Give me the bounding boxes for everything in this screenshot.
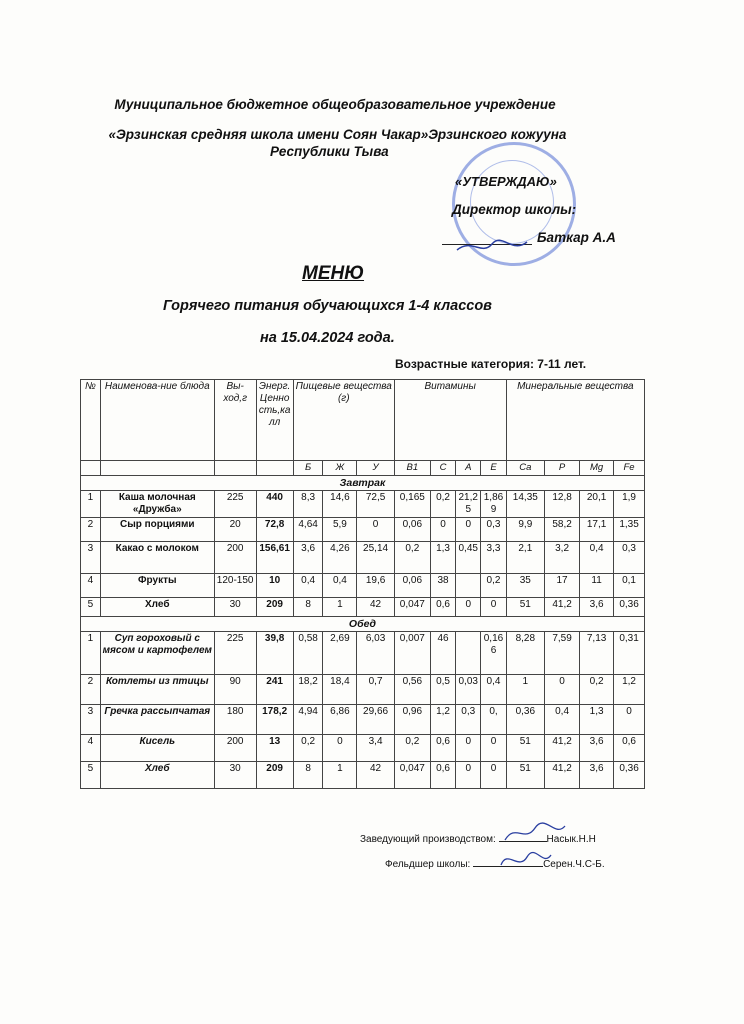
production-signature	[500, 818, 570, 848]
table-row	[81, 762, 645, 789]
table-cell: 2	[81, 675, 101, 705]
table-cell: 21,25	[456, 491, 481, 518]
table-cell: 39,8	[256, 632, 293, 675]
subheader-cell: Б	[293, 461, 323, 476]
table-cell: 13	[256, 735, 293, 762]
table-cell: 180	[214, 705, 256, 735]
table-cell: 18,4	[323, 675, 357, 705]
table-cell: 20	[214, 518, 256, 542]
table-cell: 0,36	[614, 762, 645, 789]
table-cell: 1,869	[481, 491, 506, 518]
table-cell: 0,	[481, 705, 506, 735]
approval-label: «УТВЕРЖДАЮ»	[455, 174, 557, 189]
table-cell: 1,9	[614, 491, 645, 518]
table-cell: 8	[293, 598, 323, 617]
table-cell: 25,14	[357, 542, 394, 574]
table-cell: 72,5	[357, 491, 394, 518]
table-cell: 4,26	[323, 542, 357, 574]
section-title: Завтрак	[81, 476, 645, 491]
table-row	[81, 518, 645, 542]
table-cell: 0	[456, 598, 481, 617]
header-yield: Вы-ход,г	[214, 380, 256, 461]
table-cell: 3,6	[580, 598, 614, 617]
table-cell: 0,165	[394, 491, 430, 518]
table-cell: 9,9	[506, 518, 544, 542]
table-row	[81, 675, 645, 705]
table-cell: 1	[506, 675, 544, 705]
header-energy: Энерг. Ценность,калл	[256, 380, 293, 461]
table-cell: 0	[456, 735, 481, 762]
table-cell: 200	[214, 735, 256, 762]
table-cell: 90	[214, 675, 256, 705]
subheader-cell: А	[456, 461, 481, 476]
table-cell: 0,1	[614, 574, 645, 598]
table-cell: 0	[357, 518, 394, 542]
table-cell: 6,03	[357, 632, 394, 675]
production-label: Заведующий производством:	[360, 834, 496, 845]
table-cell: 0,3	[614, 542, 645, 574]
menu-table	[80, 379, 645, 789]
institution-line-2: «Эрзинская средняя школа имени Соян Чакар»Эрзинского кожууна	[108, 127, 567, 142]
table-cell: 0,2	[430, 491, 455, 518]
table-cell: 0,4	[293, 574, 323, 598]
table-cell: 0,047	[394, 598, 430, 617]
menu-date: на 15.04.2024 года.	[260, 330, 395, 346]
table-cell: 0,166	[481, 632, 506, 675]
director-label: Директор школы:	[452, 202, 577, 217]
table-cell: 0,2	[293, 735, 323, 762]
table-cell: 0,2	[394, 735, 430, 762]
table-cell: 8,28	[506, 632, 544, 675]
dish-name: Котлеты из птицы	[100, 675, 214, 705]
table-cell: 1	[323, 762, 357, 789]
table-row	[81, 542, 645, 574]
institution-line-1: Муниципальное бюджетное общеобразовательное учреждение	[114, 97, 556, 112]
table-cell	[456, 574, 481, 598]
table-cell: 0	[481, 735, 506, 762]
table-cell: 225	[214, 632, 256, 675]
subheader-cell: Р	[545, 461, 580, 476]
table-cell: 46	[430, 632, 455, 675]
dish-name: Какао с молоком	[100, 542, 214, 574]
table-cell: 0	[456, 518, 481, 542]
dish-name: Гречка рассыпчатая	[100, 705, 214, 735]
table-row	[81, 632, 645, 675]
table-cell: 0,2	[580, 675, 614, 705]
header-nutrients: Пищевые вещества (г)	[293, 380, 394, 461]
dish-name: Суп гороховый с мясом и картофелем	[100, 632, 214, 675]
table-cell: 42	[357, 598, 394, 617]
table-cell: 0,56	[394, 675, 430, 705]
header-vitamins: Витамины	[394, 380, 506, 461]
table-cell: 0,36	[614, 598, 645, 617]
table-cell: 178,2	[256, 705, 293, 735]
table-cell: 0,007	[394, 632, 430, 675]
table-row	[81, 491, 645, 518]
table-cell: 5	[81, 762, 101, 789]
table-cell: 4,64	[293, 518, 323, 542]
table-cell: 0,7	[357, 675, 394, 705]
table-cell: 14,6	[323, 491, 357, 518]
header-num: №	[81, 380, 101, 461]
dish-name: Хлеб	[100, 762, 214, 789]
table-cell: 1,3	[430, 542, 455, 574]
section-row	[81, 617, 645, 632]
table-cell: 0,6	[430, 735, 455, 762]
table-cell: 0,36	[506, 705, 544, 735]
table-cell: 225	[214, 491, 256, 518]
table-cell: 1	[81, 632, 101, 675]
table-cell: 19,6	[357, 574, 394, 598]
table-cell: 41,2	[545, 762, 580, 789]
table-cell: 440	[256, 491, 293, 518]
table-subheader-row	[81, 461, 645, 476]
section-row	[81, 476, 645, 491]
institution-line-3: Республики Тыва	[270, 144, 389, 159]
table-row	[81, 598, 645, 617]
header-minerals: Минеральные вещества	[506, 380, 644, 461]
table-cell: 18,2	[293, 675, 323, 705]
paramedic-name: Серен.Ч.С-Б.	[543, 859, 605, 870]
table-cell: 51	[506, 762, 544, 789]
table-cell: 209	[256, 598, 293, 617]
table-cell: 2	[81, 518, 101, 542]
table-cell: 8,3	[293, 491, 323, 518]
table-cell: 1,3	[580, 705, 614, 735]
table-cell: 0,45	[456, 542, 481, 574]
table-cell: 5,9	[323, 518, 357, 542]
table-cell: 0,6	[430, 762, 455, 789]
table-cell: 0,4	[580, 542, 614, 574]
subheader-cell: В1	[394, 461, 430, 476]
table-cell: 0	[481, 598, 506, 617]
table-cell: 200	[214, 542, 256, 574]
table-cell: 29,66	[357, 705, 394, 735]
table-cell: 3,6	[580, 735, 614, 762]
age-category: Возрастные категория: 7-11 лет.	[395, 357, 587, 371]
table-cell: 3,2	[545, 542, 580, 574]
director-signature-line	[442, 244, 532, 245]
table-cell: 0,4	[481, 675, 506, 705]
table-cell: 0,06	[394, 518, 430, 542]
table-cell	[456, 632, 481, 675]
table-cell: 42	[357, 762, 394, 789]
subheader-cell: С	[430, 461, 455, 476]
dish-name: Фрукты	[100, 574, 214, 598]
table-cell: 0	[456, 762, 481, 789]
table-cell: 38	[430, 574, 455, 598]
table-cell: 10	[256, 574, 293, 598]
table-cell: 0	[545, 675, 580, 705]
section-title: Обед	[81, 617, 645, 632]
table-cell: 0,6	[614, 735, 645, 762]
table-cell: 0	[323, 735, 357, 762]
table-cell: 1,2	[430, 705, 455, 735]
subheader-cell: Fe	[614, 461, 645, 476]
table-cell: 58,2	[545, 518, 580, 542]
table-cell: 11	[580, 574, 614, 598]
table-cell: 1,35	[614, 518, 645, 542]
table-cell: 3,6	[580, 762, 614, 789]
table-cell: 51	[506, 598, 544, 617]
table-cell: 17,1	[580, 518, 614, 542]
dish-name: Хлеб	[100, 598, 214, 617]
paramedic-label: Фельдшер школы:	[385, 859, 471, 870]
table-cell: 2,1	[506, 542, 544, 574]
table-cell: 2,69	[323, 632, 357, 675]
table-cell: 4	[81, 574, 101, 598]
table-cell: 4,94	[293, 705, 323, 735]
table-cell: 35	[506, 574, 544, 598]
table-cell: 8	[293, 762, 323, 789]
subheader-cell: Ж	[323, 461, 357, 476]
table-cell: 4	[81, 735, 101, 762]
table-cell: 0,96	[394, 705, 430, 735]
paramedic-signature	[495, 845, 555, 875]
table-cell: 0,58	[293, 632, 323, 675]
director-name: Баткар А.А	[537, 230, 616, 245]
subheader-cell: Са	[506, 461, 544, 476]
table-cell: 120-150	[214, 574, 256, 598]
table-cell: 7,59	[545, 632, 580, 675]
table-cell: 51	[506, 735, 544, 762]
subheader-cell: У	[357, 461, 394, 476]
table-cell: 20,1	[580, 491, 614, 518]
table-cell: 3,6	[293, 542, 323, 574]
table-cell: 3,4	[357, 735, 394, 762]
table-cell: 0	[430, 518, 455, 542]
table-cell: 0,6	[430, 598, 455, 617]
table-cell: 0	[481, 762, 506, 789]
table-row	[81, 574, 645, 598]
director-signature	[452, 236, 542, 258]
table-cell: 0,4	[545, 705, 580, 735]
table-cell: 12,8	[545, 491, 580, 518]
table-cell: 0,03	[456, 675, 481, 705]
dish-name: Каша молочная «Дружба»	[100, 491, 214, 518]
table-cell: 241	[256, 675, 293, 705]
table-cell: 1,2	[614, 675, 645, 705]
dish-name: Кисель	[100, 735, 214, 762]
table-cell: 0	[614, 705, 645, 735]
table-cell: 0,4	[323, 574, 357, 598]
table-cell: 30	[214, 762, 256, 789]
page-subtitle: Горячего питания обучающихся 1-4 классов	[163, 298, 492, 314]
table-cell: 1	[81, 491, 101, 518]
production-name: Насык.Н.Н	[546, 834, 596, 845]
table-cell: 14,35	[506, 491, 544, 518]
table-row	[81, 705, 645, 735]
table-cell: 6,86	[323, 705, 357, 735]
table-cell: 0,3	[481, 518, 506, 542]
table-cell: 5	[81, 598, 101, 617]
table-cell: 0,047	[394, 762, 430, 789]
table-cell: 3	[81, 542, 101, 574]
table-cell: 7,13	[580, 632, 614, 675]
table-cell: 3	[81, 705, 101, 735]
table-cell: 1	[323, 598, 357, 617]
table-cell: 41,2	[545, 598, 580, 617]
table-row	[81, 735, 645, 762]
subheader-cell: Mg	[580, 461, 614, 476]
subheader-cell: Е	[481, 461, 506, 476]
table-cell: 156,61	[256, 542, 293, 574]
table-cell: 72,8	[256, 518, 293, 542]
table-cell: 209	[256, 762, 293, 789]
table-cell: 0,2	[481, 574, 506, 598]
table-cell: 17	[545, 574, 580, 598]
table-header-row	[81, 380, 645, 461]
table-cell: 30	[214, 598, 256, 617]
table-cell: 0,5	[430, 675, 455, 705]
table-cell: 0,3	[456, 705, 481, 735]
table-cell: 0,2	[394, 542, 430, 574]
table-cell: 41,2	[545, 735, 580, 762]
page-title: МЕНЮ	[302, 263, 365, 284]
table-cell: 0,31	[614, 632, 645, 675]
dish-name: Сыр порциями	[100, 518, 214, 542]
table-cell: 0,06	[394, 574, 430, 598]
header-name: Наименова-ние блюда	[100, 380, 214, 461]
table-cell: 3,3	[481, 542, 506, 574]
